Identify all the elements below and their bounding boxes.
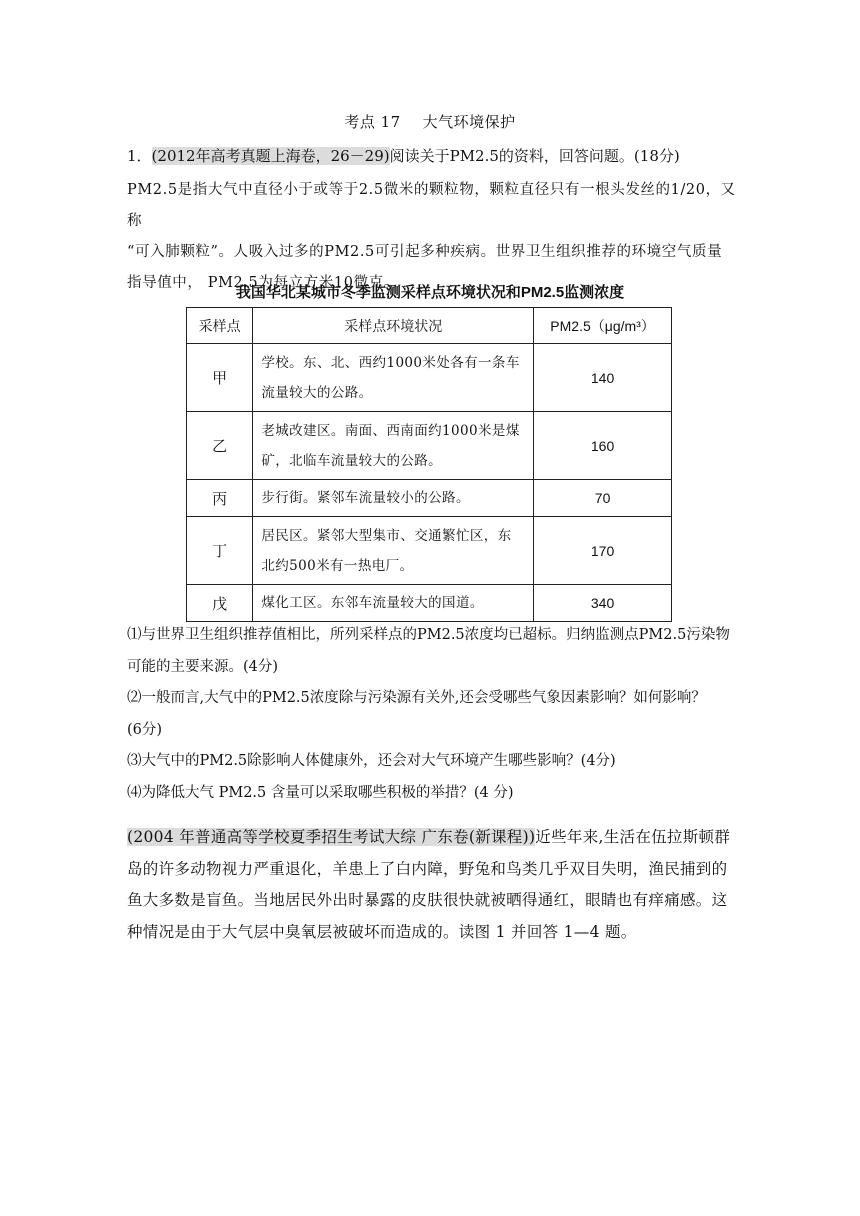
- env-cell: [253, 480, 534, 517]
- topic-number: 考点 17: [344, 113, 401, 131]
- table-row: [187, 585, 672, 622]
- subquestion-line: ⑷为降低大气 PM2.5 含量可以采取哪些积极的举措？(4 分): [127, 784, 514, 801]
- passage-source: (2004 年普通高等学校夏季招生考试大综 广东卷(新课程)): [127, 828, 536, 846]
- header-site: 采样点: [187, 308, 253, 344]
- env-line: 煤化工区。东邻车流量较大的国道。: [261, 595, 484, 611]
- topic-name: 大气环境保护: [422, 113, 516, 131]
- table-caption: 我国华北某城市冬季监测采样点环境状况和PM2.5监测浓度: [235, 284, 625, 301]
- ozone-passage: [127, 822, 739, 948]
- question-source: (2012年高考真题上海卷，26－29): [151, 147, 390, 165]
- site-cell: 丁: [187, 517, 253, 585]
- env-cell: [253, 344, 534, 412]
- question-prompt: 阅读关于PM2.5的资料，回答问题。(18分): [389, 147, 680, 165]
- question-number: 1．: [127, 147, 152, 165]
- table-row: [187, 344, 672, 412]
- subquestion-line: ⑴与世界卫生组织推荐值相比，所列采样点的PM2.5浓度均已超标。归纳监测点PM2.5污染物: [127, 627, 730, 643]
- env-cell: [253, 517, 534, 585]
- subquestion-1: [127, 620, 739, 683]
- intro-line: 指导值中， PM2.5为每立方米10微克。: [127, 275, 399, 291]
- env-line: 北约500米有一热电厂。: [261, 557, 414, 574]
- pm-cell: 340: [534, 585, 672, 622]
- site-cell: 丙: [187, 480, 253, 517]
- subquestion-3: [127, 746, 739, 778]
- page-title: [0, 111, 860, 132]
- intro-line: PM2.5是指大气中直径小于或等于2.5微米的颗粒物，颗粒直径只有一根头发丝的1/20，又称: [127, 182, 736, 229]
- subquestion-line: ⑵一般而言,大气中的PM2.5浓度除与污染源有关外,还会受哪些气象因素影响？如何影响？: [127, 690, 706, 706]
- site-cell: 甲: [187, 344, 253, 412]
- monitoring-table: [186, 307, 672, 622]
- site-cell: 乙: [187, 412, 253, 480]
- table-row: [187, 412, 672, 480]
- env-line: 老城改建区。南面、西南面约1000米是煤: [261, 422, 520, 439]
- env-cell: [253, 585, 534, 622]
- site-cell: 戊: [187, 585, 253, 622]
- table-header-row: [187, 308, 672, 344]
- subquestions: [127, 620, 739, 809]
- pm-cell: 140: [534, 344, 672, 412]
- subquestion-line: 可能的主要来源。(4分): [127, 658, 279, 675]
- intro-line: “可入肺颗粒”。人吸入过多的PM2.5可引起多种疾病。世界卫生组织推荐的环境空气质量: [127, 244, 723, 260]
- pm-cell: 170: [534, 517, 672, 585]
- header-pm: PM2.5（μg/m³）: [534, 308, 672, 344]
- table-row: [187, 480, 672, 517]
- env-line: 流量较大的公路。: [261, 384, 373, 401]
- env-line: 矿，北临车流量较大的公路。: [261, 452, 443, 469]
- question-1-header: [127, 143, 737, 169]
- table-row: [187, 517, 672, 585]
- subquestion-4: [127, 778, 739, 810]
- pm-cell: 160: [534, 412, 672, 480]
- subquestion-line: ⑶大气中的PM2.5除影响人体健康外，还会对大气环境产生哪些影响？(4分): [127, 753, 616, 769]
- subquestion-line: (6分): [127, 721, 163, 738]
- env-line: 步行街。紧邻车流量较小的公路。: [261, 490, 470, 506]
- pm-cell: 70: [534, 480, 672, 517]
- passage-text: 近些年来,生活在伍拉斯顿群岛的许多动物视力严重退化，羊患上了白内障，野兔和鸟类几乎双目失明，渔民捕到的鱼大多数是盲鱼。当地居民外出时暴露的皮肤很快就被晒得通红，眼睛也有痒痛感。这种情况是由于大气层中臭氧层被破坏而造成的。读图 1 并回答 1—4 题。: [127, 828, 731, 941]
- env-cell: [253, 412, 534, 480]
- env-line: 学校。东、北、西约1000米处各有一条车: [261, 354, 520, 371]
- header-env: 采样点环境状况: [253, 308, 534, 344]
- env-line: 居民区。紧邻大型集市、交通繁忙区，东: [261, 527, 512, 544]
- subquestion-2: [127, 683, 739, 746]
